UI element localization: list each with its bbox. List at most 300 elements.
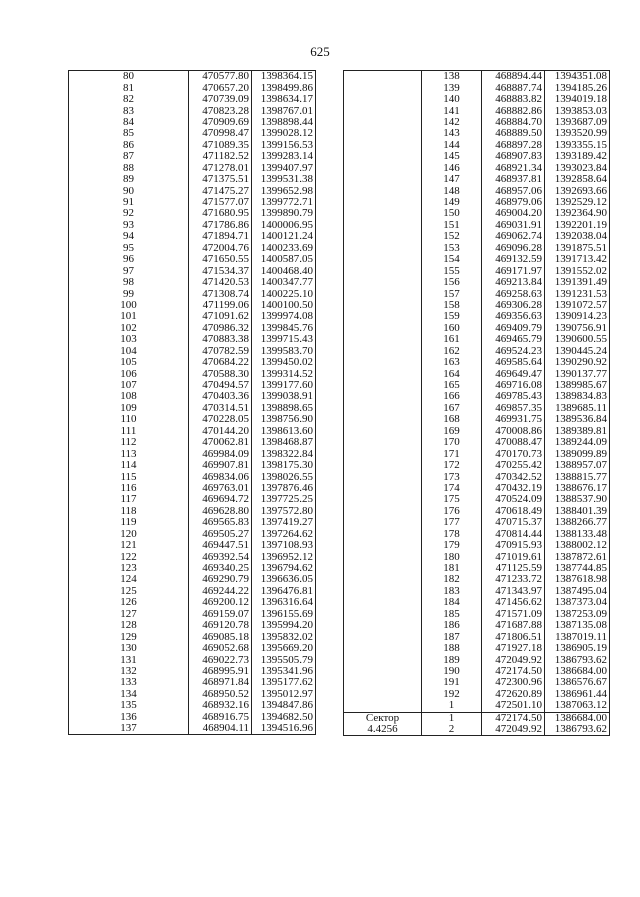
- table-row: [69, 586, 316, 597]
- point-number: 94: [69, 231, 189, 242]
- sector-cell: [344, 551, 422, 562]
- table-row: [344, 460, 610, 471]
- y-coordinate: 1388133.48: [545, 529, 610, 540]
- x-coordinate: 472174.50: [482, 712, 545, 724]
- table-row: [344, 288, 610, 299]
- table-row: [69, 380, 316, 391]
- y-coordinate: 1399772.71: [252, 197, 316, 208]
- sector-cell: [344, 243, 422, 254]
- x-coordinate: 468884.70: [482, 117, 545, 128]
- point-number: 140: [422, 94, 482, 105]
- y-coordinate: 1400233.69: [252, 243, 316, 254]
- table-row: [69, 448, 316, 459]
- x-coordinate: 470823.28: [189, 105, 252, 116]
- y-coordinate: 1393023.84: [545, 163, 610, 174]
- y-coordinate: 1400587.05: [252, 254, 316, 265]
- x-coordinate: 471571.09: [482, 609, 545, 620]
- x-coordinate: 470814.44: [482, 529, 545, 540]
- y-coordinate: 1399531.38: [252, 174, 316, 185]
- x-coordinate: 470883.38: [189, 334, 252, 345]
- table-row: [344, 631, 610, 642]
- point-number: 179: [422, 540, 482, 551]
- sector-cell: [344, 448, 422, 459]
- point-number: 175: [422, 494, 482, 505]
- sector-cell: [344, 288, 422, 299]
- y-coordinate: 1387373.04: [545, 597, 610, 608]
- point-number: 165: [422, 380, 482, 391]
- point-number: 135: [69, 700, 189, 711]
- point-number: 105: [69, 357, 189, 368]
- table-row: [344, 689, 610, 700]
- x-coordinate: 469984.09: [189, 448, 252, 459]
- x-coordinate: 470657.20: [189, 82, 252, 93]
- table-row: [344, 357, 610, 368]
- x-coordinate: 470062.81: [189, 437, 252, 448]
- x-coordinate: 469857.35: [482, 403, 545, 414]
- point-number: 146: [422, 163, 482, 174]
- sector-cell: [344, 346, 422, 357]
- y-coordinate: 1398613.60: [252, 426, 316, 437]
- table-row: [69, 243, 316, 254]
- y-coordinate: 1395994.20: [252, 620, 316, 631]
- y-coordinate: 1394185.26: [545, 82, 610, 93]
- table-row: [69, 128, 316, 139]
- x-coordinate: 469200.12: [189, 597, 252, 608]
- table-row: [69, 529, 316, 540]
- table-row: [344, 437, 610, 448]
- point-number: 148: [422, 185, 482, 196]
- point-number: 90: [69, 185, 189, 196]
- table-row: [69, 677, 316, 688]
- sector-cell: [344, 426, 422, 437]
- y-coordinate: 1394847.86: [252, 700, 316, 711]
- y-coordinate: 1394351.08: [545, 71, 610, 83]
- point-number: 163: [422, 357, 482, 368]
- x-coordinate: 471182.52: [189, 151, 252, 162]
- y-coordinate: 1388266.77: [545, 517, 610, 528]
- x-coordinate: 471375.51: [189, 174, 252, 185]
- table-row: [69, 574, 316, 585]
- x-coordinate: 469465.79: [482, 334, 545, 345]
- x-coordinate: 470998.47: [189, 128, 252, 139]
- y-coordinate: 1387019.11: [545, 631, 610, 642]
- x-coordinate: 470170.73: [482, 448, 545, 459]
- point-number: 168: [422, 414, 482, 425]
- x-coordinate: 469213.84: [482, 277, 545, 288]
- point-number: 173: [422, 471, 482, 482]
- sector-cell: [344, 654, 422, 665]
- point-number: 118: [69, 506, 189, 517]
- point-number: 192: [422, 689, 482, 700]
- point-number: 81: [69, 82, 189, 93]
- point-number: 84: [69, 117, 189, 128]
- table-row: [69, 563, 316, 574]
- table-row: [69, 208, 316, 219]
- y-coordinate: 1399028.12: [252, 128, 316, 139]
- point-number: 139: [422, 82, 482, 93]
- y-coordinate: 1396476.81: [252, 586, 316, 597]
- y-coordinate: 1400347.77: [252, 277, 316, 288]
- sector-cell: [344, 231, 422, 242]
- table-row: [69, 185, 316, 196]
- table-row: [344, 391, 610, 402]
- x-coordinate: 472620.89: [482, 689, 545, 700]
- x-coordinate: 472300.96: [482, 677, 545, 688]
- sector-cell: [344, 483, 422, 494]
- y-coordinate: 1398175.30: [252, 460, 316, 471]
- y-coordinate: 1393853.03: [545, 105, 610, 116]
- x-coordinate: 471475.27: [189, 185, 252, 196]
- table-row: [69, 437, 316, 448]
- table-row: [69, 517, 316, 528]
- x-coordinate: 470909.69: [189, 117, 252, 128]
- sector-cell: [344, 574, 422, 585]
- x-coordinate: 470144.20: [189, 426, 252, 437]
- y-coordinate: 1389985.67: [545, 380, 610, 391]
- table-row: [344, 586, 610, 597]
- sector-cell: [344, 105, 422, 116]
- y-coordinate: 1391552.02: [545, 265, 610, 276]
- y-coordinate: 1388957.07: [545, 460, 610, 471]
- y-coordinate: 1389244.09: [545, 437, 610, 448]
- point-number: 187: [422, 631, 482, 642]
- sector-cell: [344, 391, 422, 402]
- y-coordinate: 1399845.76: [252, 323, 316, 334]
- x-coordinate: 469907.81: [189, 460, 252, 471]
- table-row: [344, 620, 610, 631]
- sector-cell: [344, 311, 422, 322]
- x-coordinate: 471019.61: [482, 551, 545, 562]
- table-row: [344, 529, 610, 540]
- table-row: [69, 654, 316, 665]
- point-number: 186: [422, 620, 482, 631]
- point-number: 154: [422, 254, 482, 265]
- point-number: 153: [422, 243, 482, 254]
- y-coordinate: 1400225.10: [252, 288, 316, 299]
- table-row: [344, 677, 610, 688]
- sector-cell: [344, 414, 422, 425]
- table-row: [344, 506, 610, 517]
- point-number: 92: [69, 208, 189, 219]
- table-row: [69, 368, 316, 379]
- y-coordinate: 1399583.70: [252, 346, 316, 357]
- x-coordinate: 470342.52: [482, 471, 545, 482]
- y-coordinate: 1392693.66: [545, 185, 610, 196]
- x-coordinate: 469244.22: [189, 586, 252, 597]
- x-coordinate: 468907.83: [482, 151, 545, 162]
- point-number: 157: [422, 288, 482, 299]
- table-row: [69, 323, 316, 334]
- point-number: 112: [69, 437, 189, 448]
- y-coordinate: 1392201.19: [545, 220, 610, 231]
- x-coordinate: 471199.06: [189, 300, 252, 311]
- sector-cell: [344, 334, 422, 345]
- point-number: 169: [422, 426, 482, 437]
- point-number: 124: [69, 574, 189, 585]
- point-number: 125: [69, 586, 189, 597]
- point-number: 158: [422, 300, 482, 311]
- y-coordinate: 1398898.65: [252, 403, 316, 414]
- point-number: 114: [69, 460, 189, 471]
- table-row: [344, 517, 610, 528]
- x-coordinate: 471089.35: [189, 140, 252, 151]
- point-number: 83: [69, 105, 189, 116]
- x-coordinate: 470432.19: [482, 483, 545, 494]
- x-coordinate: 468897.28: [482, 140, 545, 151]
- y-coordinate: 1391391.49: [545, 277, 610, 288]
- x-coordinate: 469290.79: [189, 574, 252, 585]
- point-number: 108: [69, 391, 189, 402]
- point-number: 82: [69, 94, 189, 105]
- point-number: 174: [422, 483, 482, 494]
- table-row: [344, 277, 610, 288]
- x-coordinate: 471894.71: [189, 231, 252, 242]
- table-row: [344, 380, 610, 391]
- y-coordinate: 1390600.55: [545, 334, 610, 345]
- point-number: 136: [69, 712, 189, 723]
- table-row: [69, 426, 316, 437]
- x-coordinate: 471456.62: [482, 597, 545, 608]
- y-coordinate: 1386684.00: [545, 666, 610, 677]
- x-coordinate: 470684.22: [189, 357, 252, 368]
- x-coordinate: 469052.68: [189, 643, 252, 654]
- point-number: 133: [69, 677, 189, 688]
- x-coordinate: 469565.83: [189, 517, 252, 528]
- point-number: 106: [69, 368, 189, 379]
- sector-cell: [344, 586, 422, 597]
- table-row: [69, 597, 316, 608]
- table-row: [69, 666, 316, 677]
- x-coordinate: 472004.76: [189, 243, 252, 254]
- x-coordinate: 468979.06: [482, 197, 545, 208]
- x-coordinate: 469931.75: [482, 414, 545, 425]
- sector-cell: [344, 208, 422, 219]
- x-coordinate: 469356.63: [482, 311, 545, 322]
- x-coordinate: 470915.93: [482, 540, 545, 551]
- table-row: [69, 197, 316, 208]
- point-number: 178: [422, 529, 482, 540]
- table-row: [344, 71, 610, 83]
- x-coordinate: 471927.18: [482, 643, 545, 654]
- point-number: 96: [69, 254, 189, 265]
- x-coordinate: 471091.62: [189, 311, 252, 322]
- table-row: [344, 311, 610, 322]
- y-coordinate: 1387618.98: [545, 574, 610, 585]
- x-coordinate: 469031.91: [482, 220, 545, 231]
- x-coordinate: 469585.64: [482, 357, 545, 368]
- sector-cell: [344, 380, 422, 391]
- table-row: [344, 265, 610, 276]
- y-coordinate: 1399177.60: [252, 380, 316, 391]
- sector-cell: [344, 700, 422, 712]
- point-number: 95: [69, 243, 189, 254]
- y-coordinate: 1397419.27: [252, 517, 316, 528]
- x-coordinate: 468904.11: [189, 723, 252, 735]
- y-coordinate: 1399156.53: [252, 140, 316, 151]
- x-coordinate: 470588.30: [189, 368, 252, 379]
- point-number: 88: [69, 163, 189, 174]
- point-number: 87: [69, 151, 189, 162]
- table-row: [344, 82, 610, 93]
- x-coordinate: 471278.01: [189, 163, 252, 174]
- x-coordinate: 469785.43: [482, 391, 545, 402]
- point-number: 184: [422, 597, 482, 608]
- point-number: 1: [422, 712, 482, 724]
- table-row: [69, 334, 316, 345]
- y-coordinate: 1399715.43: [252, 334, 316, 345]
- x-coordinate: 469096.28: [482, 243, 545, 254]
- sector-cell: [344, 300, 422, 311]
- table-row: [344, 700, 610, 712]
- x-coordinate: 470403.36: [189, 391, 252, 402]
- x-coordinate: 468882.86: [482, 105, 545, 116]
- x-coordinate: 470008.86: [482, 426, 545, 437]
- point-number: 128: [69, 620, 189, 631]
- y-coordinate: 1400100.50: [252, 300, 316, 311]
- x-coordinate: 470618.49: [482, 506, 545, 517]
- page-number: 625: [310, 44, 330, 59]
- sector-id: 4.4256: [344, 724, 422, 736]
- table-row: [344, 151, 610, 162]
- y-coordinate: 1399890.79: [252, 208, 316, 219]
- y-coordinate: 1398322.84: [252, 448, 316, 459]
- point-number: 170: [422, 437, 482, 448]
- y-coordinate: 1388401.39: [545, 506, 610, 517]
- x-coordinate: 471420.53: [189, 277, 252, 288]
- point-number: 113: [69, 448, 189, 459]
- x-coordinate: 470314.51: [189, 403, 252, 414]
- point-number: 150: [422, 208, 482, 219]
- table-row: [344, 643, 610, 654]
- point-number: 102: [69, 323, 189, 334]
- y-coordinate: 1390290.92: [545, 357, 610, 368]
- table-row: [344, 597, 610, 608]
- table-row: [69, 471, 316, 482]
- point-number: 183: [422, 586, 482, 597]
- point-number: 103: [69, 334, 189, 345]
- y-coordinate: 1400121.24: [252, 231, 316, 242]
- point-number: 142: [422, 117, 482, 128]
- sector-cell: [344, 265, 422, 276]
- point-number: 130: [69, 643, 189, 654]
- table-row: [69, 494, 316, 505]
- table-row: [344, 346, 610, 357]
- sector-cell: [344, 71, 422, 83]
- y-coordinate: 1388676.17: [545, 483, 610, 494]
- point-number: 172: [422, 460, 482, 471]
- y-coordinate: 1394682.50: [252, 712, 316, 723]
- table-row: [344, 426, 610, 437]
- table-row: [344, 243, 610, 254]
- sector-cell: [344, 540, 422, 551]
- x-coordinate: 469716.08: [482, 380, 545, 391]
- sector-cell: [344, 277, 422, 288]
- x-coordinate: 471308.74: [189, 288, 252, 299]
- x-coordinate: 469834.06: [189, 471, 252, 482]
- table-row: [344, 448, 610, 459]
- table-row: [69, 643, 316, 654]
- x-coordinate: 469409.79: [482, 323, 545, 334]
- table-row: [344, 540, 610, 551]
- x-coordinate: 471650.55: [189, 254, 252, 265]
- x-coordinate: 468932.16: [189, 700, 252, 711]
- coordinates-table-left: [68, 70, 316, 735]
- y-coordinate: 1396952.12: [252, 551, 316, 562]
- sector-cell: [344, 631, 422, 642]
- y-coordinate: 1391072.57: [545, 300, 610, 311]
- y-coordinate: 1390756.91: [545, 323, 610, 334]
- table-row: [69, 277, 316, 288]
- point-number: 182: [422, 574, 482, 585]
- sector-cell: [344, 517, 422, 528]
- x-coordinate: 469524.23: [482, 346, 545, 357]
- sector-cell: [344, 357, 422, 368]
- sector-cell: [344, 128, 422, 139]
- point-number: 191: [422, 677, 482, 688]
- x-coordinate: 469062.74: [482, 231, 545, 242]
- sector-cell: [344, 471, 422, 482]
- x-coordinate: 469004.20: [482, 208, 545, 219]
- y-coordinate: 1397108.93: [252, 540, 316, 551]
- y-coordinate: 1390445.24: [545, 346, 610, 357]
- point-number: 122: [69, 551, 189, 562]
- point-number: 97: [69, 265, 189, 276]
- sector-cell: [344, 643, 422, 654]
- x-coordinate: 470524.09: [482, 494, 545, 505]
- x-coordinate: 470577.80: [189, 71, 252, 83]
- y-coordinate: 1395012.97: [252, 689, 316, 700]
- table-row: [69, 540, 316, 551]
- y-coordinate: 1393189.42: [545, 151, 610, 162]
- y-coordinate: 1389389.81: [545, 426, 610, 437]
- y-coordinate: 1400006.95: [252, 220, 316, 231]
- point-number: 120: [69, 529, 189, 540]
- x-coordinate: 468889.50: [482, 128, 545, 139]
- y-coordinate: 1398756.90: [252, 414, 316, 425]
- table-row: [344, 94, 610, 105]
- x-coordinate: 471687.88: [482, 620, 545, 631]
- x-coordinate: 469132.59: [482, 254, 545, 265]
- x-coordinate: 471806.51: [482, 631, 545, 642]
- point-number: 177: [422, 517, 482, 528]
- table-row: [69, 357, 316, 368]
- x-coordinate: 470088.47: [482, 437, 545, 448]
- table-row: [69, 506, 316, 517]
- point-number: 151: [422, 220, 482, 231]
- table-row: [344, 551, 610, 562]
- table-row: [344, 414, 610, 425]
- y-coordinate: 1393355.15: [545, 140, 610, 151]
- y-coordinate: 1399450.02: [252, 357, 316, 368]
- table-row: [344, 574, 610, 585]
- x-coordinate: 471343.97: [482, 586, 545, 597]
- x-coordinate: 468950.52: [189, 689, 252, 700]
- y-coordinate: 1387253.09: [545, 609, 610, 620]
- sector-cell: [344, 197, 422, 208]
- table-row: [69, 712, 316, 723]
- y-coordinate: 1386793.62: [545, 724, 610, 736]
- table-row: [344, 403, 610, 414]
- x-coordinate: 472501.10: [482, 700, 545, 712]
- y-coordinate: 1393687.09: [545, 117, 610, 128]
- table-row: [344, 368, 610, 379]
- sector-cell: [344, 460, 422, 471]
- table-row: [69, 163, 316, 174]
- table-row: [69, 414, 316, 425]
- y-coordinate: 1391875.51: [545, 243, 610, 254]
- point-number: 143: [422, 128, 482, 139]
- y-coordinate: 1395832.02: [252, 631, 316, 642]
